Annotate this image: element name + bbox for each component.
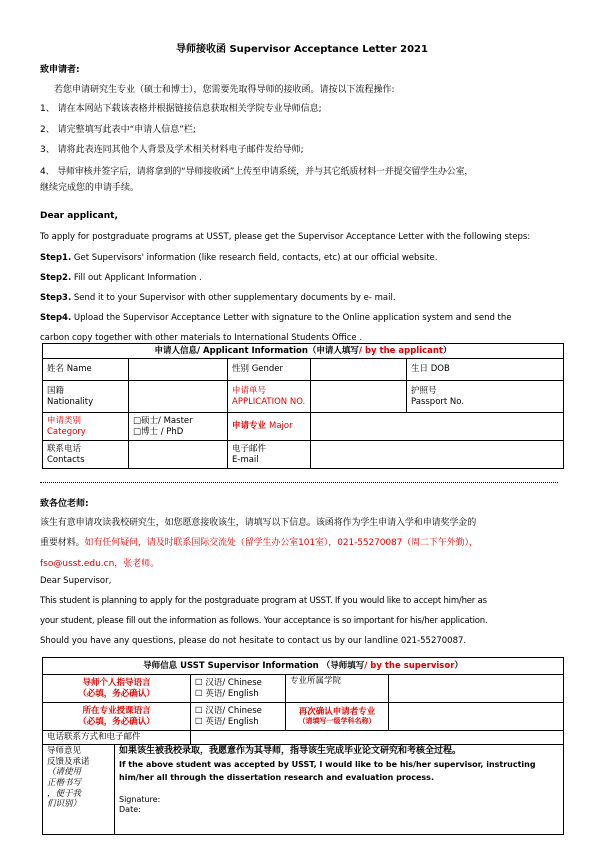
gender-field[interactable]: [311, 359, 407, 381]
en-step-1: [40, 253, 437, 263]
major-field[interactable]: [311, 413, 564, 441]
commitment-en-2: him/her all through the dissertation research and evaluation process.: [119, 773, 434, 783]
name-field[interactable]: [129, 359, 228, 381]
application-no-label: 申请单号 APPLICATION NO.: [228, 381, 311, 413]
english-checkbox[interactable]: ☐ 英语/ English: [195, 716, 259, 727]
contacts-field[interactable]: [129, 441, 228, 469]
teaching-language-label: 所在专业授课语言 （必填，务必确认）: [43, 703, 191, 731]
step-text: Get Supervisors' information (like research field, contacts, etc) at our official website.: [71, 253, 438, 263]
confirm-major-field[interactable]: [389, 703, 564, 731]
step-label: Step3.: [40, 293, 72, 303]
college-field[interactable]: [389, 675, 564, 703]
dotted-divider: [40, 482, 558, 483]
chinese-checkbox[interactable]: ☐ 汉语/ Chinese: [195, 705, 262, 716]
contact-info-field[interactable]: [191, 731, 564, 745]
en-step-4: [40, 313, 512, 323]
cn-step-4-cont: 继续完成您的申请手续。: [40, 183, 140, 193]
step-label: Step1.: [40, 253, 72, 263]
confirm-major-label: 再次确认申请者专业 （请填写一级学科名称）: [286, 703, 389, 731]
signature-label: Signature:: [119, 795, 161, 805]
cn-step-1: 1、 请在本网站下载该表格并根据链接信息获取相关学院专业导师信息;: [40, 104, 322, 114]
category-label: 申请类别 Category: [43, 413, 129, 441]
nationality-field[interactable]: [129, 381, 228, 413]
step-text: Upload the Supervisor Acceptance Letter with signature to the Online application system and send the: [71, 313, 512, 323]
supervisor-cn-line-1: 该生有意申请攻读我校研究生，如您愿意接收该生，请填写以下信息。该函将作为学生申请入学和申请奖学金的: [40, 518, 477, 528]
step-label: Step2.: [40, 273, 72, 283]
chinese-checkbox[interactable]: ☐ 汉语/ Chinese: [195, 677, 262, 688]
opinion-label: 导师意见 反馈及承诺 （请使用 正楷书写 ，便于我 们识别）: [43, 745, 115, 835]
nationality-label: 国籍 Nationality: [43, 381, 129, 413]
applicant-info-table: [42, 343, 564, 469]
dear-applicant: Dear applicant,: [40, 211, 118, 221]
email-label: 电子邮件 E-mail: [228, 441, 311, 469]
commitment-en-1: If the above student was accepted by USST, I would like to be his/her supervisor, instructing: [119, 760, 536, 770]
gender-label: 性别 Gender: [228, 359, 311, 381]
passport-label: 护照号 Passport No.: [407, 381, 564, 413]
en-to-line: To apply for postgraduate programs at USST, please get the Supervisor Acceptance Letter with the following steps:: [40, 232, 531, 242]
major-label: 申请专业 Major: [228, 413, 311, 441]
contact-email-line: fso@usst.edu.cn，张老师。: [40, 559, 160, 569]
supervisor-info-table: [42, 657, 564, 835]
supervisor-table-header: 导师信息 USST Supervisor Information （导师填写/ by the supervisor）: [43, 658, 564, 675]
cn-step-2: 2、 请完整填写此表中“申请人信息”栏;: [40, 125, 196, 135]
college-label: 专业所属学院: [286, 675, 389, 703]
teaching-language-options: [191, 703, 286, 731]
dob-label: 生日 DOB: [407, 359, 564, 381]
email-field[interactable]: [311, 441, 564, 469]
master-checkbox[interactable]: □硕士/ Master: [133, 415, 193, 426]
applicant-table-header: 申请人信息/ Applicant Information（申请人填写/ by the applicant）: [43, 344, 564, 359]
en-step-2: [40, 273, 202, 283]
step-label: Step4.: [40, 313, 72, 323]
supervisor-greeting: 致各位老师:: [40, 499, 89, 509]
applicant-intro: 若您申请研究生专业（硕士和博士），您需要先取得导师的接收函。请按以下流程操作:: [54, 85, 395, 95]
application-no-field[interactable]: [311, 381, 407, 413]
name-label: 姓名 Name: [43, 359, 129, 381]
contact-info-label: 电话联系方式和电子邮件: [43, 731, 191, 745]
dear-supervisor: Dear Supervisor,: [40, 576, 112, 586]
applicant-greeting: 致申请者:: [40, 65, 80, 75]
category-options: [129, 413, 228, 441]
contacts-label: 联系电话 Contacts: [43, 441, 129, 469]
cn-step-4: 4、 导师审核并签字后，请将拿到的“导师接收函”上传至申请系统，并与其它纸质材料一并提交留学生办公室，: [40, 167, 474, 177]
guidance-language-label: 导师个人指导语言 （必填，务必确认）: [43, 675, 191, 703]
supervisor-en-line-3: Should you have any questions, please do not hesitate to contact us by our landline 021-55270087.: [40, 636, 467, 646]
date-label: Date:: [119, 805, 141, 815]
en-step-3: [40, 293, 396, 303]
supervisor-en-line-1: This student is planning to apply for the postgraduate program at USST. If you would like to accept him/her as: [40, 596, 487, 606]
step-text: Fill out Applicant Information .: [71, 273, 202, 283]
page-title: 导师接收函 Supervisor Acceptance Letter 2021: [176, 44, 428, 55]
supervisor-en-line-2: your student, please fill out the information as follows. Your acceptance is so important for his/her application.: [40, 616, 488, 626]
english-checkbox[interactable]: ☐ 英语/ English: [195, 688, 259, 699]
step-text: Send it to your Supervisor with other supplementary documents by e- mail.: [71, 293, 396, 303]
en-step-4-cont: carbon copy together with other materials to International Students Office .: [40, 333, 363, 343]
cn-step-3: 3、 请将此表连同其他个人背景及学术相关材料电子邮件发给导师;: [40, 145, 304, 155]
phd-checkbox[interactable]: □博士 / PhD: [133, 426, 184, 437]
commitment-cell: [115, 745, 564, 835]
supervisor-cn-line-2: 重要材料。如有任何疑问，请及时联系国际交流处（留学生办公室101室），021-55270087（周二下午外勤），: [40, 538, 478, 548]
guidance-language-options: [191, 675, 286, 703]
commitment-cn: 如果该生被我校录取，我愿意作为其导师，指导该生完成毕业论文研究和考核全过程。: [119, 746, 462, 756]
